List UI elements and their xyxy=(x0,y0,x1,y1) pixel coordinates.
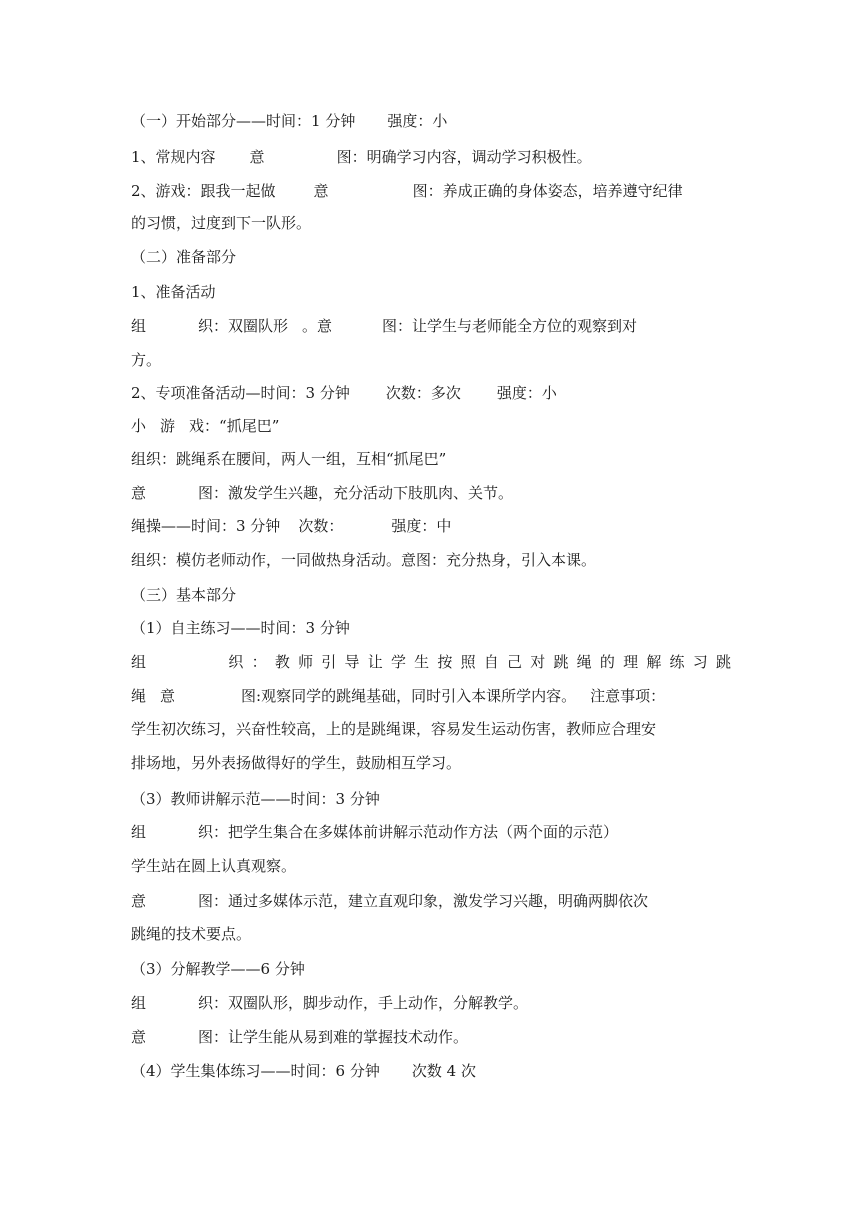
rope-exercise-count: 次数： xyxy=(298,517,344,535)
prep-org-continuation: 方。 xyxy=(131,351,162,369)
demo-intent-text: 图：通过多媒体示范，建立直观印象，激发学习兴趣，明确两脚依次 xyxy=(198,892,649,910)
demo-intent-line xyxy=(131,884,731,918)
small-game-char-1: 小 xyxy=(131,417,147,435)
small-game-intent-char: 意 xyxy=(131,484,147,502)
routine-intent-char: 意 xyxy=(249,148,265,166)
game-label: 2、游戏：跟我一起做 xyxy=(131,182,276,200)
prep-activity-heading: 1、准备活动 xyxy=(131,283,216,301)
demo-heading: （3）教师讲解示范——时间：3 分钟 xyxy=(131,790,380,808)
self-practice-org-line xyxy=(131,645,731,679)
game-intent-char: 意 xyxy=(313,182,329,200)
special-prep-time: 2、专项准备活动—时间：3 分钟 xyxy=(131,384,350,402)
small-game-intent-text: 图：激发学生兴趣，充分活动下肢肌肉、关节。 xyxy=(198,484,514,502)
special-prep-count: 次数：多次 xyxy=(385,384,461,402)
small-game-intent-line xyxy=(131,476,731,510)
group-practice-count: 次数 4 次 xyxy=(411,1062,476,1080)
prep-intent-char: 。意 xyxy=(302,317,333,335)
demo-intent-continuation: 跳绳的技术要点。 xyxy=(131,925,252,943)
small-game-line xyxy=(131,409,731,443)
demo-org-text: 织：把学生集合在多媒体前讲解示范动作方法（两个面的示范） xyxy=(198,823,619,841)
special-prep-intensity: 强度：小 xyxy=(496,384,557,402)
routine-label: 1、常规内容 xyxy=(131,148,216,166)
self-notes-label: 注意事项： xyxy=(590,687,666,705)
routine-line xyxy=(131,140,731,174)
demo-intent-char: 意 xyxy=(131,892,147,910)
prep-org-line xyxy=(131,309,731,343)
prep-org-char: 组 xyxy=(131,317,147,335)
rope-exercise-line xyxy=(131,509,731,543)
demo-org-continuation: 学生站在圆上认真观察。 xyxy=(131,857,297,875)
prep-org-text: 织：双圈队形 xyxy=(198,317,289,335)
self-org-char: 组 xyxy=(131,653,155,671)
game-intent-text: 图：养成正确的身体姿态，培养遵守纪律 xyxy=(412,182,683,200)
section-3-heading: （三）基本部分 xyxy=(131,586,237,604)
self-intent-text: 图:观察同学的跳绳基础，同时引入本课所学内容。 xyxy=(241,687,577,705)
section-1-heading xyxy=(131,104,731,138)
section-2-heading: （二）准备部分 xyxy=(131,248,237,266)
section-1-time: （一）开始部分——时间：1 分钟 xyxy=(131,112,356,130)
group-practice-time: （4）学生集体练习——时间：6 分钟 xyxy=(131,1062,380,1080)
breakdown-org-line xyxy=(131,986,731,1020)
group-practice-line xyxy=(131,1054,731,1088)
breakdown-heading: （3）分解教学——6 分钟 xyxy=(131,960,305,978)
small-game-org: 组织：跳绳系在腰间，两人一组，互相“抓尾巴” xyxy=(131,450,447,468)
self-practice-heading: （1）自主练习——时间：3 分钟 xyxy=(131,619,350,637)
self-org-text: 织：教师引导让学生按照自己对跳绳的理解练习跳 xyxy=(220,653,731,671)
demo-org-char: 组 xyxy=(131,823,147,841)
small-game-char-2: 游 xyxy=(160,417,176,435)
self-notes-line-1: 学生初次练习，兴奋性较高，上的是跳绳课，容易发生运动伤害，教师应合理安 xyxy=(131,720,657,738)
breakdown-intent-text: 图：让学生能从易到难的掌握技术动作。 xyxy=(198,1028,469,1046)
section-1-intensity: 强度：小 xyxy=(387,112,448,130)
rope-exercise-intensity: 强度：中 xyxy=(391,517,452,535)
game-line xyxy=(131,174,731,208)
routine-intent-text: 图：明确学习内容，调动学习积极性。 xyxy=(336,148,592,166)
self-practice-intent-line xyxy=(131,679,731,713)
self-org-cont-char: 绳 xyxy=(131,687,147,705)
self-notes-line-2: 排场地，另外表扬做得好的学生，鼓励相互学习。 xyxy=(131,754,462,772)
breakdown-intent-char: 意 xyxy=(131,1028,147,1046)
demo-org-line xyxy=(131,815,731,849)
rope-exercise-org: 组织：模仿老师动作，一同做热身活动。意图：充分热身，引入本课。 xyxy=(131,551,597,569)
breakdown-org-char: 组 xyxy=(131,994,147,1012)
breakdown-org-text: 织：双圈队形，脚步动作，手上动作，分解教学。 xyxy=(198,994,529,1012)
breakdown-intent-line xyxy=(131,1020,731,1054)
prep-intent-text: 图：让学生与老师能全方位的观察到对 xyxy=(382,317,638,335)
self-intent-char: 意 xyxy=(160,687,176,705)
rope-exercise-time: 绳操——时间：3 分钟 xyxy=(131,517,281,535)
special-prep-line xyxy=(131,376,731,410)
game-continuation: 的习惯，过度到下一队形。 xyxy=(131,214,312,232)
small-game-text: 戏：“抓尾巴” xyxy=(189,417,280,435)
